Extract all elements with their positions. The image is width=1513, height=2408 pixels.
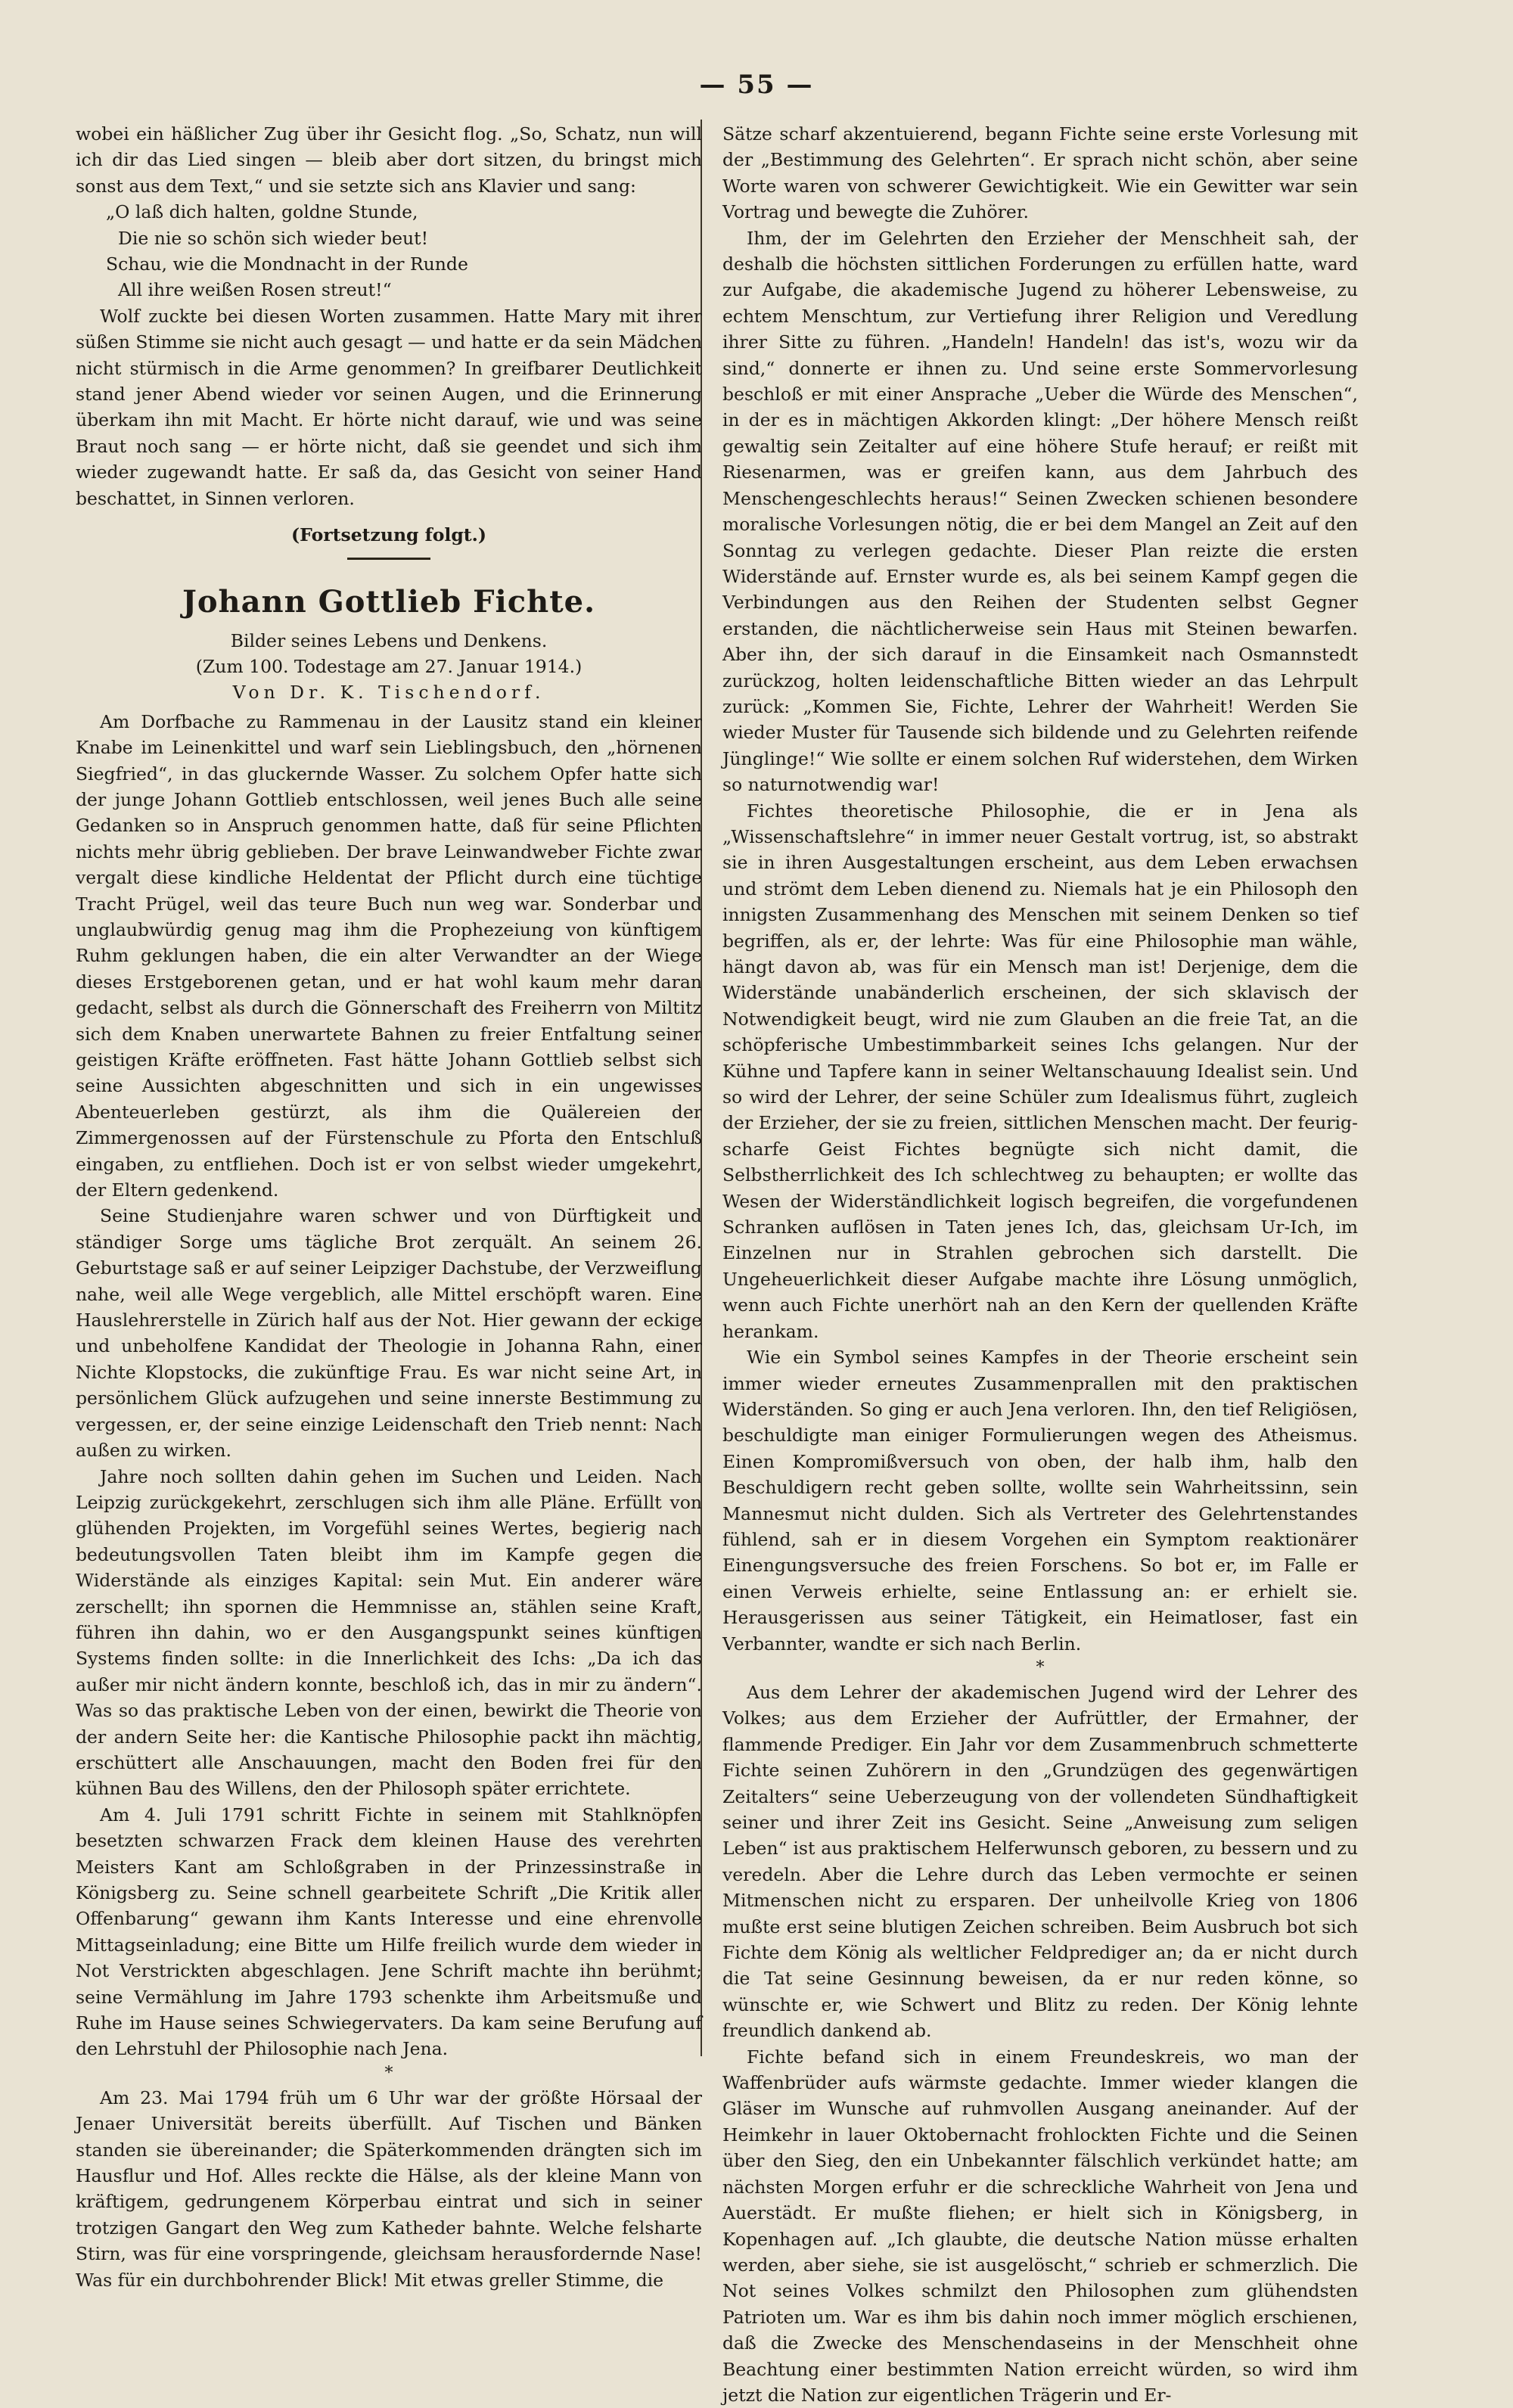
story-intro: wobei ein häßlicher Zug über ihr Gesicht flog. „So, Schatz, nun will ich dir das Lied singen — bleib aber dort sitzen, du bringst mich sonst aus dem Text,“ und sie setzte sich ans Klavier und sang: [76, 123, 702, 197]
article-subtitle: Bilder seines Lebens und Denkens. [230, 629, 548, 651]
left-column [76, 121, 702, 2293]
article-paragraph: Am 4. Juli 1791 schritt Fichte in seinem mit Stahlknöpfen besetzten schwarzen Frack dem kleinen Hause des verehrten Meisters Kant am Schloßgraben in der Prinzessinstraße in Königsberg zu. Seine schnell gearbeitete Schrift „Die Kritik aller Offenbarung“ gewann ihm Kants Interesse und eine ehrenvolle Mittagseinladung; eine Bitte um Hilfe freilich wurde dem wieder in Not Verstrickten abgeschlagen. Jene Schrift machte ihn berühmt; seine Vermählung im Jahre 1793 schenkte ihm Arbeitsmuße und Ruhe im Hause seines Schwiegervaters. Da kam seine Berufung auf den Lehrstuhl der Philosophie nach Jena. [76, 1804, 702, 2060]
article-author: Von Dr. K. Tischendorf. [232, 682, 545, 704]
verse-line: „O laß dich halten, goldne Stunde, [106, 201, 418, 223]
verse-line: Die nie so schön sich wieder beut! [118, 227, 429, 249]
story-end: Wolf zuckte bei diesen Worten zusammen. Hatte Mary mit ihrer süßen Stimme sie nicht auch gesagt — und hatte er da sein Mädchen nicht stürmisch in die Arme genommen? In greifbarer Deutlichkeit stand jener Abend wieder vor seinen Augen, und die Erinnerung überkam ihn mit Macht. Er hörte nicht darauf, wie und was seine Braut noch sang — er hörte nicht, daß sie geendet und sich ihm wieder zugewandt hatte. Er saß da, das Gesicht von seiner Hand beschattet, in Sinnen verloren. [76, 305, 702, 509]
verse-line: All ihre weißen Rosen streut!“ [118, 279, 392, 301]
section-separator: * [384, 2063, 393, 2083]
article-paragraph: Wie ein Symbol seines Kampfes in der Theorie erscheint sein immer wieder erneutes Zusammenprallen mit den praktischen Widerständen. So ging er auch Jena verloren. Ihn, den tief Religiösen, beschuldigte man einiger Formulierungen wegen des Atheismus. Einen Kompromißversuch von oben, der halb ihm, halb den Beschuldigern recht geben sollte, wollte sein Wahrheitssinn, sein Mannesmut nicht dulden. Sich als Vertreter des Gelehrtenstandes fühlend, sah er in diesem Vorgehen ein Symptom reaktionärer Einengungsversuche des freien Forschens. So bot er, im Falle er einen Verweis erhielte, seine Entlassung an: er erhielt sie. Herausgerissen aus seiner Tätigkeit, ein Heimatloser, fast ein Verbannter, wandte er sich nach Berlin. [722, 1347, 1358, 1655]
article-paragraph: Sätze scharf akzentuierend, begann Fichte seine erste Vorlesung mit der „Bestimmung des Gelehrten“. Er sprach nicht schön, aber seine Worte waren von schwerer Gewichtigkeit. Wie ein Gewitter war sein Vortrag und bewegte die Zuhörer. [722, 123, 1358, 223]
section-separator: * [1036, 1658, 1045, 1677]
article-title: Johann Gottlieb Fichte. [182, 583, 596, 620]
song-verse [106, 199, 702, 303]
article-paragraph: Jahre noch sollten dahin gehen im Suchen und Leiden. Nach Leipzig zurückgekehrt, zerschlugen sich ihm alle Pläne. Erfüllt von glühenden Projekten, im Vorgefühl seines Wertes, begierig nach bedeutungsvollen Taten bleibt ihm im Kampfe gegen die Widerstände als einziges Kapital: sein Mut. Ein anderer wäre zerschellt; ihn spornen die Hemmnisse an, stählen seine Kraft, führen ihn dahin, wo er den Ausgangspunkt seines künftigen Systems finden sollte: in die Innerlichkeit des Ichs: „Da ich das außer mir nicht ändern konnte, beschloß ich, das in mir zu ändern“. Was so das praktische Leben von der einen, bewirkt die Theorie von der andern Seite her: die Kantische Philosophie packt ihn mächtig, erschüttert alle Anschauungen, macht den Boden frei für den kühnen Bau des Willens, den der Philosoph später errichtete. [76, 1465, 702, 1800]
section-rule [347, 558, 430, 560]
article-paragraph: Aus dem Lehrer der akademischen Jugend wird der Lehrer des Volkes; aus dem Erzieher der Aufrüttler, der Ermahner, der flammende Prediger. Ein Jahr vor dem Zusammenbruch schmetterte Fichte seinen Zuhörern in den „Grundzügen des gegenwärtigen Zeitalters“ seine Ueberzeugung von der vollendeten Sündhaftigkeit seiner und ihrer Zeit ins Gesicht. Seine „Anweisung zum seligen Leben“ ist aus praktischem Helferwunsch geboren, zu bessern und zu veredeln. Aber die Lehre durch das Leben vermochte er seinen Mitmenschen nicht zu ersparen. Der unheilvolle Krieg von 1806 mußte erst seine blutigen Zeichen schreiben. Beim Ausbruch bot sich Fichte dem König als weltlicher Feldprediger an; da er nicht durch die Tat seine Gesinnung beweisen, da er nur reden könne, so wünschte er, wie Schwert und Blitz zu reden. Der König lehnte freundlich dankend ab. [722, 1681, 1358, 2042]
verse-line: Schau, wie die Mondnacht in der Runde [106, 253, 468, 275]
article-paragraph: Am Dorfbache zu Rammenau in der Lausitz stand ein kleiner Knabe im Leinenkittel und warf sein Lieblingsbuch, den „hörnenen Siegfried“, in das gluckernde Wasser. Zu solchem Opfer hatte sich der junge Johann Gottlieb entschlossen, weil jenes Buch alle seine Gedanken so in Anspruch genommen hatte, daß für seine Pflichten nichts mehr übrig geblieben. Der brave Leinwandweber Fichte zwar vergalt diese kindliche Heldentat der Pflicht durch eine tüchtige Tracht Prügel, weil das teure Buch nun weg war. Sonderbar und unglaubwürdig genug mag ihm die Prophezeiung von künftigem Ruhm geklungen haben, die ein alter Verwandter an der Wiege dieses Erstgeborenen getan, und er hat wohl kaum mehr daran gedacht, selbst als durch die Gönnerschaft des Freiherrn von Miltitz sich dem Knaben unerwartete Bahnen zu freier Entfaltung seiner geistigen Kräfte eröffneten. Fast hätte Johann Gottlieb selbst sich seine Aussichten abgeschnitten und sich in ein ungewisses Abenteuerleben gestürzt, als ihm die Quälereien der Zimmergenossen auf der Fürstenschule zu Pforta den Entschluß eingaben, zu entfliehen. Doch ist er von selbst wieder umgekehrt, der Eltern gedenkend. [76, 710, 702, 1201]
page-number: — 55 — [699, 70, 814, 100]
article-paragraph: Fichte befand sich in einem Freundeskreis, wo man der Waffenbrüder aufs wärmste gedachte. Immer wieder klangen die Gläser im Wunsche auf ruhmvollen Ausgang aneinander. Auf der Heimkehr in lauer Oktobernacht frohlockten Fichte und die Seinen über den Sieg, den ein Unbekannter fälschlich verkündet hatte; am nächsten Morgen erfuhr er die schreckliche Wahrheit von Jena und Auerstädt. Er mußte fliehen; er hielt sich in Königsberg, in Kopenhagen auf. „Ich glaubte, die deutsche Nation müsse erhalten werden, aber siehe, sie ist ausgelöscht,“ schrieb er schmerzlich. Die Not seines Volkes schmilzt den Philosophen zum glühendsten Patrioten um. War es ihm bis dahin noch immer möglich erschienen, daß die Zwecke des Menschendaseins in der Menschheit ohne Beachtung einer bestimmten Nation erreicht würden, so wird ihm jetzt die Nation zur eigentlichen Trägerin und Er- [722, 2046, 1358, 2406]
article-paragraph: Ihm, der im Gelehrten den Erzieher der Menschheit sah, der deshalb die höchsten sittlichen Forderungen zu erfüllen hatte, ward zur Aufgabe, die akademische Jugend zu höherer Lebensweise, zu echtem Menschtum, zur Vertiefung ihrer Religion und Veredlung ihrer Sitte zu führen. „Handeln! Handeln! das ist's, wozu wir da sind,“ donnerte er ihnen zu. Und seine erste Sommervorlesung beschloß er mit einer Ansprache „Ueber die Würde des Menschen“, in der es in mächtigen Akkorden klingt: „Der höhere Mensch reißt gewaltig sein Zeitalter auf eine höhere Stufe herauf; er reißt mit Riesenarmen, was er greifen kann, aus dem Jahrbuch des Menschengeschlechts heraus!“ Seinen Zwecken schienen besondere moralische Vorlesungen nötig, die er bei dem Mangel an Zeit auf den Sonntag zu verlegen gedachte. Dieser Plan reizte die ersten Widerstände auf. Ernster wurde es, als bei seinem Kampf gegen die Verbindungen aus den Reihen der Studenten selbst Gegner erstanden, die nächtlicherweise sein Haus mit Steinen bewarfen. Aber ihn, der sich darauf in die Einsamkeit nach Osmannstedt zurückzog, holten leidenschaftliche Bitten wieder an das Lehrpult zurück: „Kommen Sie, Fichte, Lehrer der Wahrheit! Werden Sie wieder Muster für Tausende sich bildende und zu Gelehrten reifende Jünglinge!“ Wie sollte er einem solchen Ruf widerstehen, dem Wirken so naturnotwendig war! [722, 227, 1358, 796]
continued-note: (Fortsetzung folgt.) [291, 524, 486, 546]
article-paragraph: Seine Studienjahre waren schwer und von Dürftigkeit und ständiger Sorge ums tägliche Brot zerquält. An seinem 26. Geburtstage saß er auf seiner Leipziger Dachstube, der Verzweiflung nahe, weil alle Wege vergeblich, alle Mittel erschöpft waren. Eine Hauslehrerstelle in Zürich half aus der Not. Hier gewann der eckige und unbeholfene Kandidat der Theologie in Johanna Rahn, einer Nichte Klopstocks, die zukünftige Frau. Es war nicht seine Art, in persönlichem Glück aufzugehen und seine innerste Bestimmung zu vergessen, er, der seine einzige Leidenschaft den Trieb nennt: Nach außen zu wirken. [76, 1205, 702, 1462]
right-column [722, 121, 1358, 2408]
article-paragraph: Fichtes theoretische Philosophie, die er in Jena als „Wissenschaftslehre“ in immer neuer Gestalt vortrug, ist, so abstrakt sie in ihren Ausgestaltungen erscheint, aus dem Leben erwachsen und strömt dem Leben dienend zu. Niemals hat je ein Philosoph den innigsten Zusammenhang des Menschen mit seinem Denken so tief begriffen, als er, der lehrte: Was für eine Philosophie man wähle, hängt davon ab, was für ein Mensch man ist! Derjenige, dem die Widerstände unabänderlich erscheinen, der sich sklavisch der Notwendigkeit beugt, wird nie zum Glauben an die freie Tat, an die schöpferische Umbestimmbarkeit seines Ichs gelangen. Nur der Kühne und Tapfere kann in seiner Weltanschauung Idealist sein. Und so wird der Lehrer, der seine Schüler zum Idealismus führt, zugleich der Erzieher, der sie zu freien, sittlichen Menschen macht. Der feurig-scharfe Geist Fichtes begnügte sich nicht damit, die Selbstherrlichkeit des Ich schlechtweg zu behaupten; er wollte das Wesen der Widerständlichkeit logisch begreifen, die vorgefundenen Schranken auflösen in Taten jenes Ich, das, gleichsam Ur-Ich, im Einzelnen nur in Strahlen gebrochen sich darstellt. Die Ungeheuerlichkeit dieser Aufgabe machte ihre Lösung unmöglich, wenn auch Fichte unerhört nah an den Kern der quellenden Kräfte herankam. [722, 800, 1358, 1342]
article-paragraph: Am 23. Mai 1794 früh um 6 Uhr war der größte Hörsaal der Jenaer Universität bereits überfüllt. Auf Tischen und Bänken standen sie übereinander; die Späterkommenden drängten sich im Hausflur und Hof. Alles reckte die Hälse, als der kleine Mann von kräftigem, gedrungenem Körperbau eintrat und sich in seiner trotzigen Gangart den Weg zum Katheder bahnte. Welche felsharte Stirn, was für eine vorspringende, gleichsam herausfordernde Nase! Was für ein durchbohrender Blick! Mit etwas greller Stimme, die [76, 2086, 702, 2291]
article-occasion: (Zum 100. Todestage am 27. Januar 1914.) [195, 655, 583, 677]
